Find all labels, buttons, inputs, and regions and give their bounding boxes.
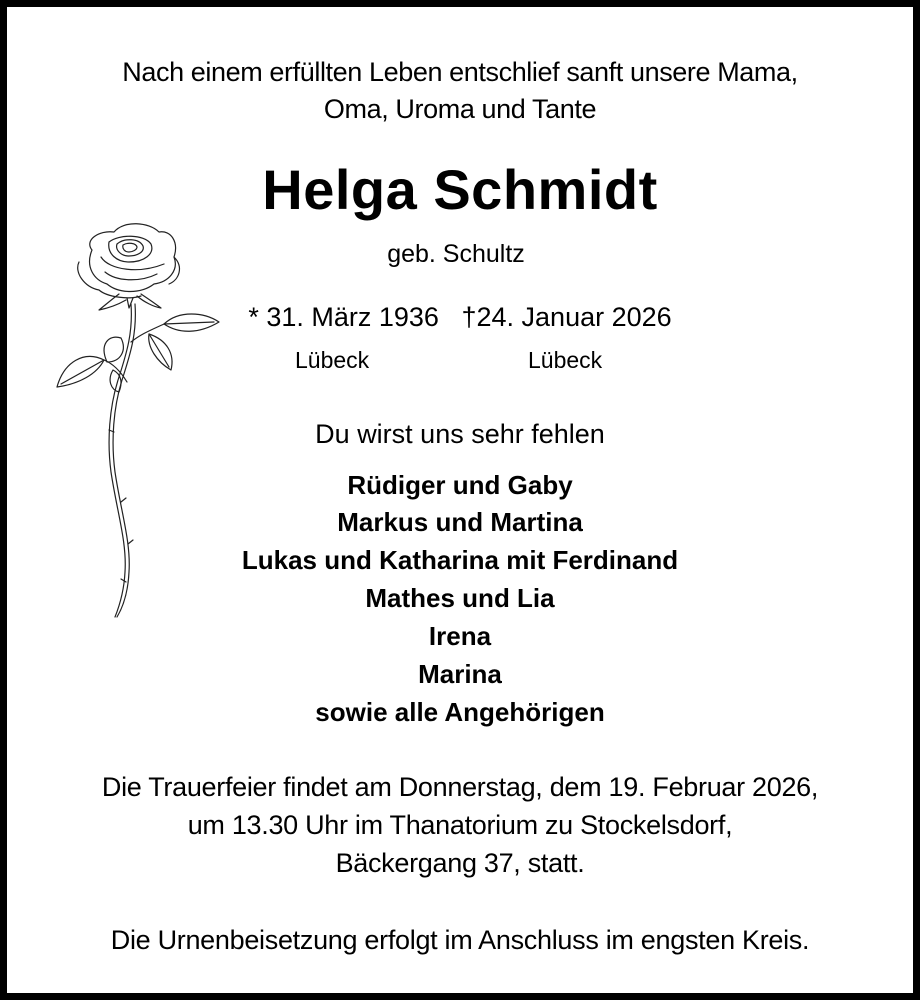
rose-icon [29, 212, 274, 632]
mourner-line: Mathes und Lia [365, 583, 555, 613]
mourner-line: sowie alle Angehörigen [315, 697, 605, 727]
intro-line-2: Oma, Uroma und Tante [323, 94, 597, 124]
mourner-line: Lukas und Katharina mit Ferdinand [241, 545, 679, 575]
mourner-line: Markus und Martina [337, 507, 583, 537]
burial-text: Die Urnenbeisetzung erfolgt im Anschluss im engsten Kreis. [110, 925, 810, 955]
intro-line-1: Nach einem erfüllten Leben entschlief sanft unsere Mama, [122, 57, 798, 87]
farewell-text: Du wirst uns sehr fehlen [315, 419, 605, 449]
ceremony-line-1: Die Trauerfeier findet am Donnerstag, dem 19. Februar 2026, [101, 772, 819, 802]
death-date: 24. Januar 2026 [476, 302, 672, 332]
birth-place: Lübeck [295, 347, 370, 373]
deceased-name: Helga Schmidt [262, 158, 658, 221]
birth-symbol: * [248, 302, 259, 332]
mourner-line: Irena [428, 621, 492, 651]
mourner-line: Rüdiger und Gaby [347, 470, 573, 500]
ceremony-line-3: Bäckergang 37, statt. [335, 848, 585, 878]
death-place: Lübeck [528, 347, 603, 373]
ceremony-line-2: um 13.30 Uhr im Thanatorium zu Stockelsdorf, [187, 810, 733, 840]
maiden-name: geb. Schultz [387, 240, 525, 268]
birth-date: 31. März 1936 [266, 302, 439, 332]
mourner-line: Marina [418, 659, 502, 689]
death-symbol-icon: † [461, 302, 477, 332]
